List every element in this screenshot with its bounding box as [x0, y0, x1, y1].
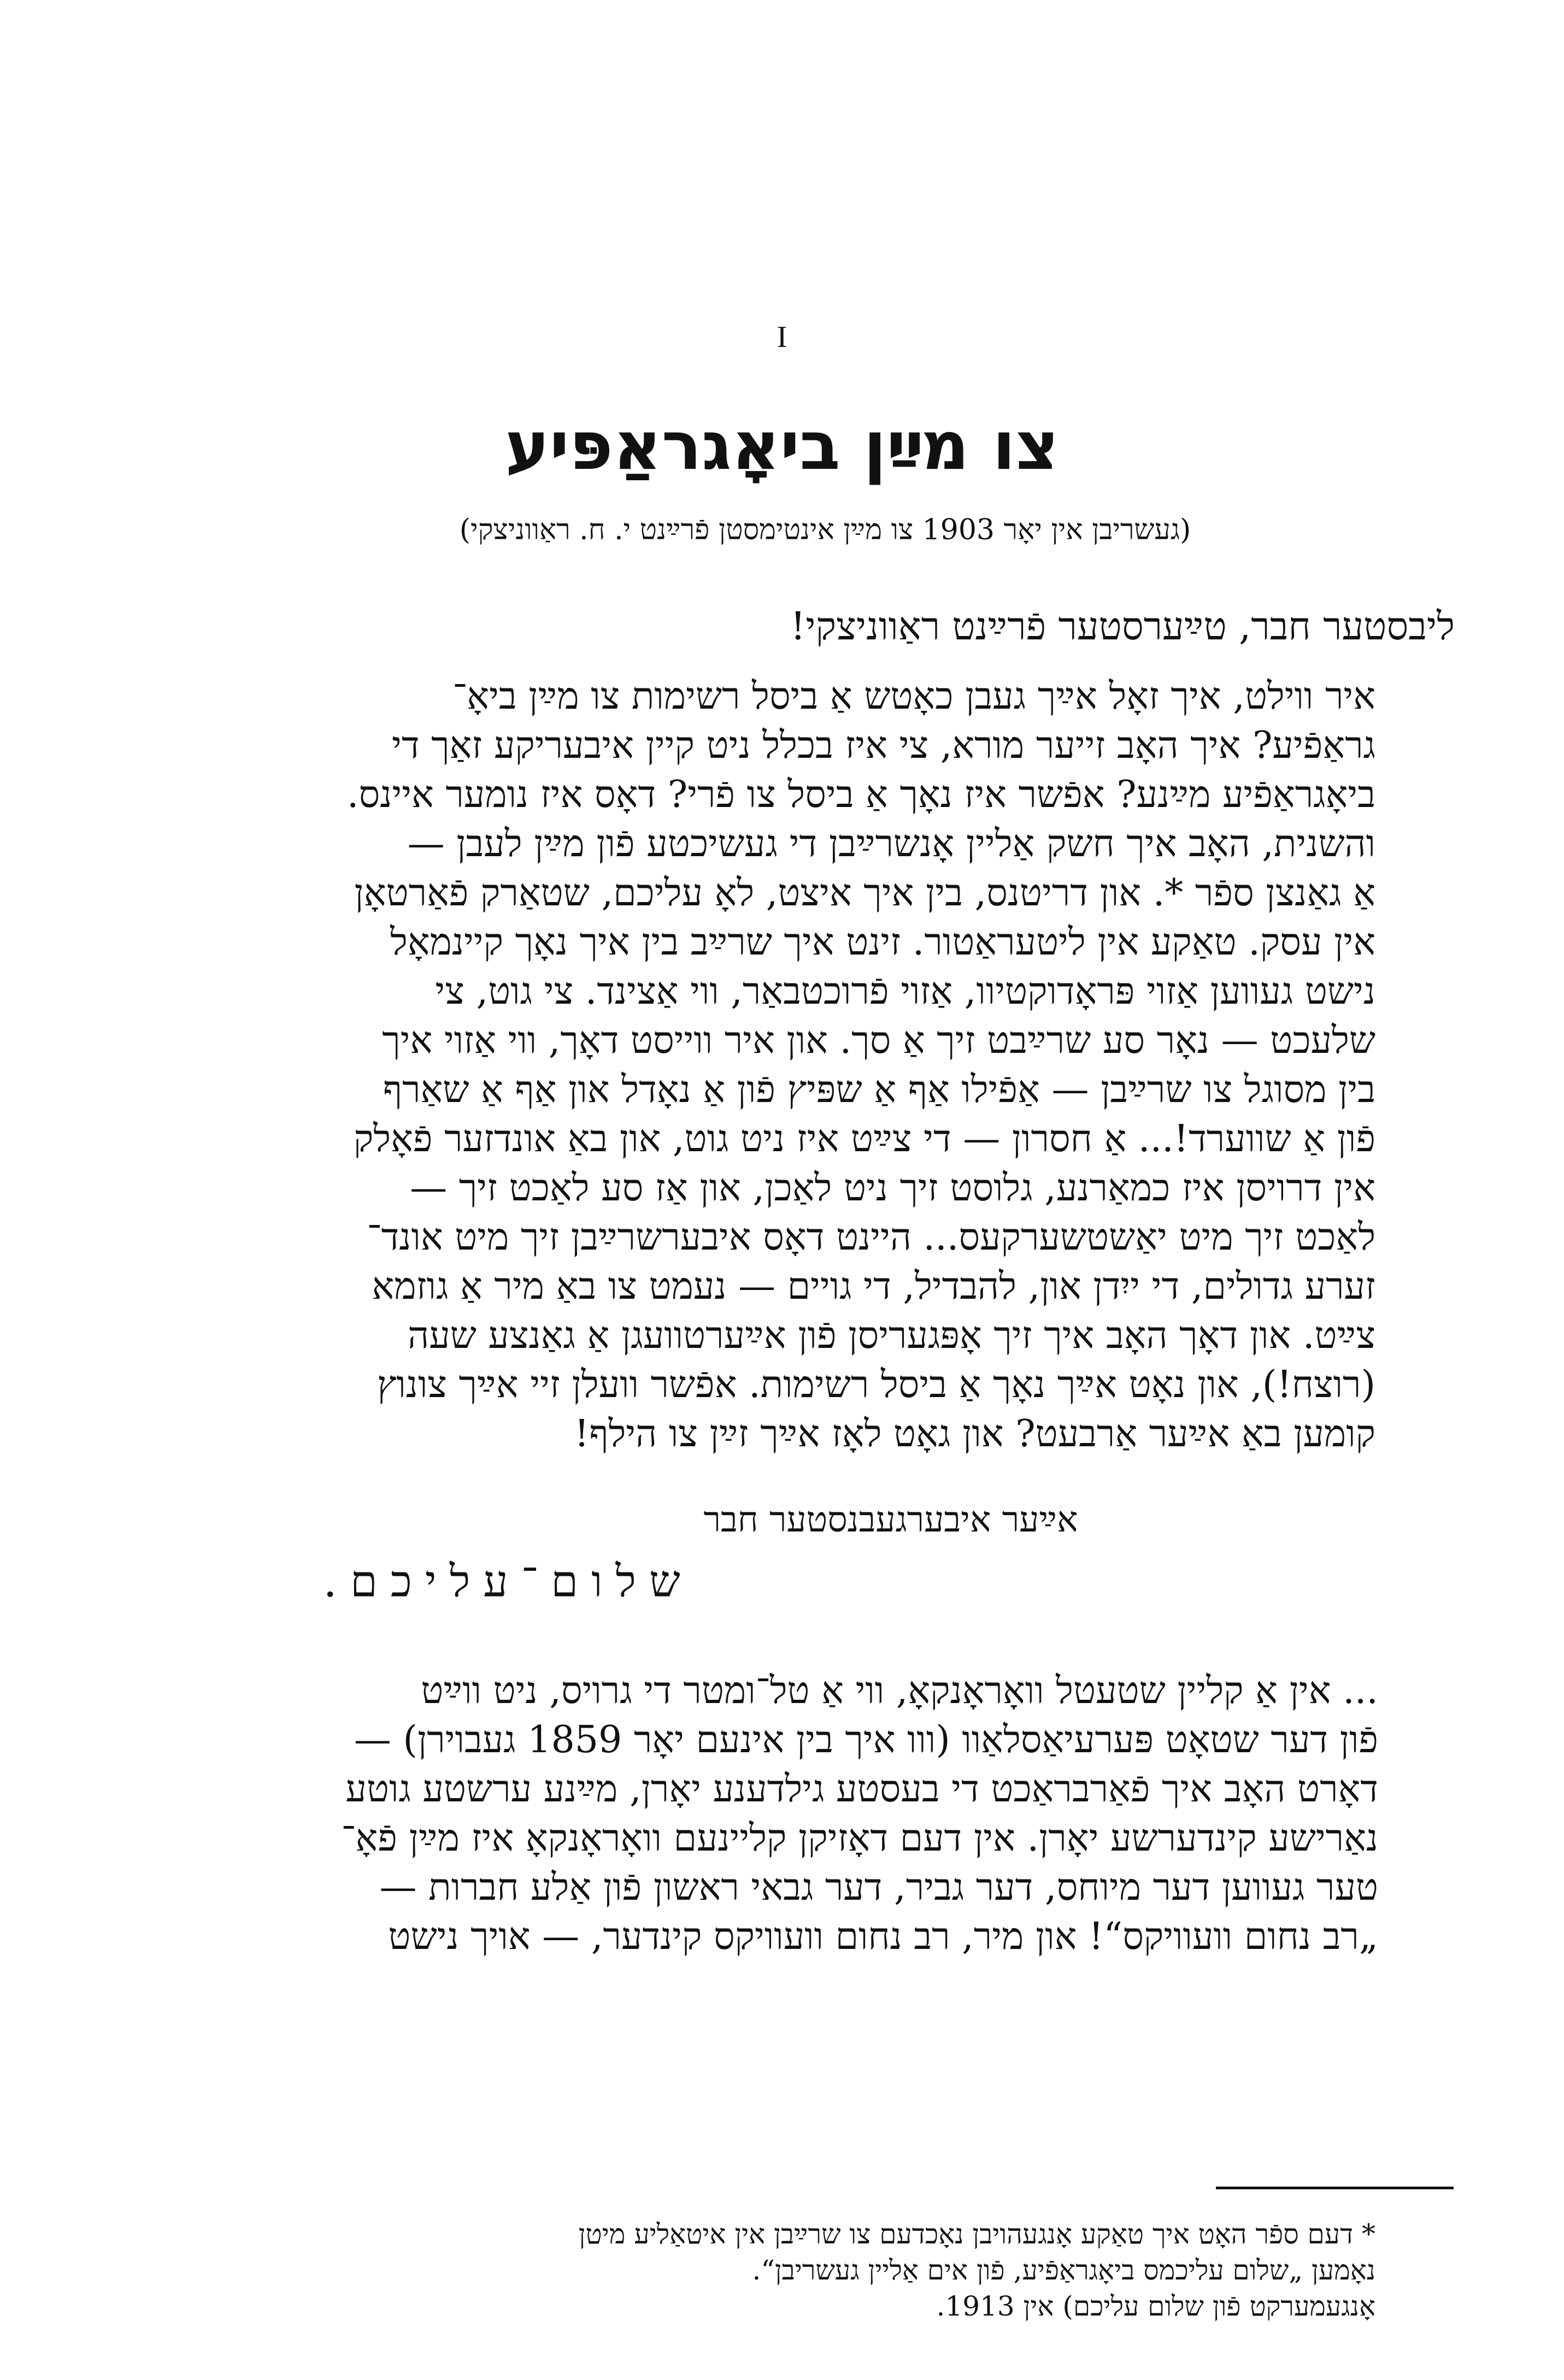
letter-line: בין מסוגל צו שרײַבן — אַפֿילו אַף אַ שפּיץ פֿון אַ נאָדל און אַף אַ שאַרף	[383, 1068, 1375, 1111]
body-line: ... אין אַ קליין שטעטל וואָראָנקאָ, ווי אַ טל־ומטר די גרויס, ניט ווײַט	[421, 1669, 1378, 1712]
body-line: טער געווען דער מיוחס, דער גביר, דער גבאי ראשון פֿון אַלע חברות —	[379, 1866, 1378, 1909]
letter-line: שלעכט — נאָר סע שרײַבט זיך אַ סך. און איר ווייסט דאָך, ווי אַזוי איך	[382, 1019, 1375, 1062]
chapter-subtitle: (געשריבן אין יאָר 1903 צו מײַן אינטימסטן פֿרײַנט י. ח. ראַווניצקי)	[459, 514, 1191, 546]
footnotes	[179, 2218, 1375, 2322]
letter-salutation: ליבסטער חבר, טײַערסטער פֿרײַנט ראַווניצקי!	[790, 604, 1455, 649]
letter-signature: שלום־עליכם.	[323, 1556, 693, 1607]
letter-line: אין דרויסן איז כמאַרנע, גלוסט זיך ניט לאַכן, און אַז סע לאַכט זיך —	[410, 1167, 1375, 1210]
letter-line: איר ווילט, איך זאָל אײַך געבן כאָטש אַ ביסל רשימות צו מײַן ביאָ־	[452, 675, 1375, 718]
footnote-line: אָנגעמערקט פֿון שלום עליכם) אין 1913.	[936, 2290, 1375, 2322]
footnote-rule	[1216, 2187, 1454, 2189]
letter-line: אין עסק. טאַקע אין ליטעראַטור. זינט איך שרײַב בין איך נאָך קיינמאָל	[390, 921, 1375, 964]
footnote-line: נאָמען „שלום עליכמס ביאָגראַפֿיע, פֿון אים אַליין געשריבן“.	[752, 2254, 1375, 2286]
letter-line: קומען באַ אײַער אַרבעט? און גאָט לאָז אײַך זײַן צו הילף!	[574, 1412, 1375, 1456]
letter-line: אַ גאַנצן ספֿר *. און דריטנס, בין איך איצט, לאָ עליכם, שטאַרק פֿאַרטאָן	[354, 871, 1375, 915]
letter-line: לאַכט זיך מיט יאַשטשערקעס... היינט דאָס איבערשרײַבן זיך מיט אונד־	[367, 1216, 1375, 1259]
body-line: נאַרישע קינדערשע יאָרן. אין דעם דאָזיקן קליינעם וואָראָנקאָ איז מײַן פֿאָ־	[341, 1817, 1378, 1860]
letter-line: נישט געווען אַזוי פּראָדוקטיוו, אַזוי פֿרוכטבאַר, ווי אַצינד. צי גוט, צי	[435, 970, 1375, 1013]
footnote-line: * דעם ספֿר האָט איך טאַקע אָנגעהויבן נאָכדעם צו שרײַבן אין איטאַליע מיטן	[578, 2218, 1375, 2250]
letter-closing: אײַער איבערגעבנסטער חבר	[703, 1500, 1078, 1540]
letter-text	[184, 675, 1375, 1494]
body-line: דאָרט האָב איך פֿאַרבראַכט די בעסטע גילדענע יאָרן, מײַנע ערשטע גוטע	[345, 1768, 1378, 1811]
chapter-number: I	[777, 320, 787, 354]
chapter-title: צו מײַן ביאָגראַפּיע	[505, 407, 1059, 485]
letter-line: פֿון אַ שווערד!... אַ חסרון — די צײַט איז ניט גוט, און באַ אונדזער פֿאָלק	[353, 1117, 1375, 1160]
main-text	[181, 1669, 1378, 1975]
letter-line: ביאָגראַפֿיע מײַנע? אפֿשר איז נאָך אַ ביסל צו פֿרי? דאָס איז נומער איינס.	[346, 773, 1375, 816]
body-line: פֿון דער שטאָט פּערעיאַסלאַוו (ווו איך בין אינעם יאָר 1859 געבוירן) —	[354, 1718, 1378, 1762]
letter-line: זערע גדולים, די ייִדן און, להבדיל, די גויים — נעמט צו באַ מיר אַ גוזמא	[372, 1265, 1375, 1308]
letter-line: והשנית, האָב איך חשק אַליין אָנשרײַבן די געשיכטע פֿון מײַן לעבן —	[407, 822, 1375, 865]
letter-line: צײַט. און דאָך האָב איך זיך אָפּגעריסן פֿון אײַערטוועגן אַ גאַנצע שעה	[408, 1314, 1375, 1357]
body-line: „רב נחום וועוויקס“! און מיר, רב נחום וועוויקס קינדער, — אויך נישט	[388, 1915, 1378, 1958]
letter-line: גראַפֿיע? איך האָב זייער מורא, צי איז בכלל ניט קיין איבעריקע זאַך די	[392, 724, 1375, 767]
letter-line: (רוצח!), און נאָט אײַך נאָך אַ ביסל רשימות. אפֿשר וועלן זיי אײַך צונוץ	[377, 1363, 1375, 1406]
